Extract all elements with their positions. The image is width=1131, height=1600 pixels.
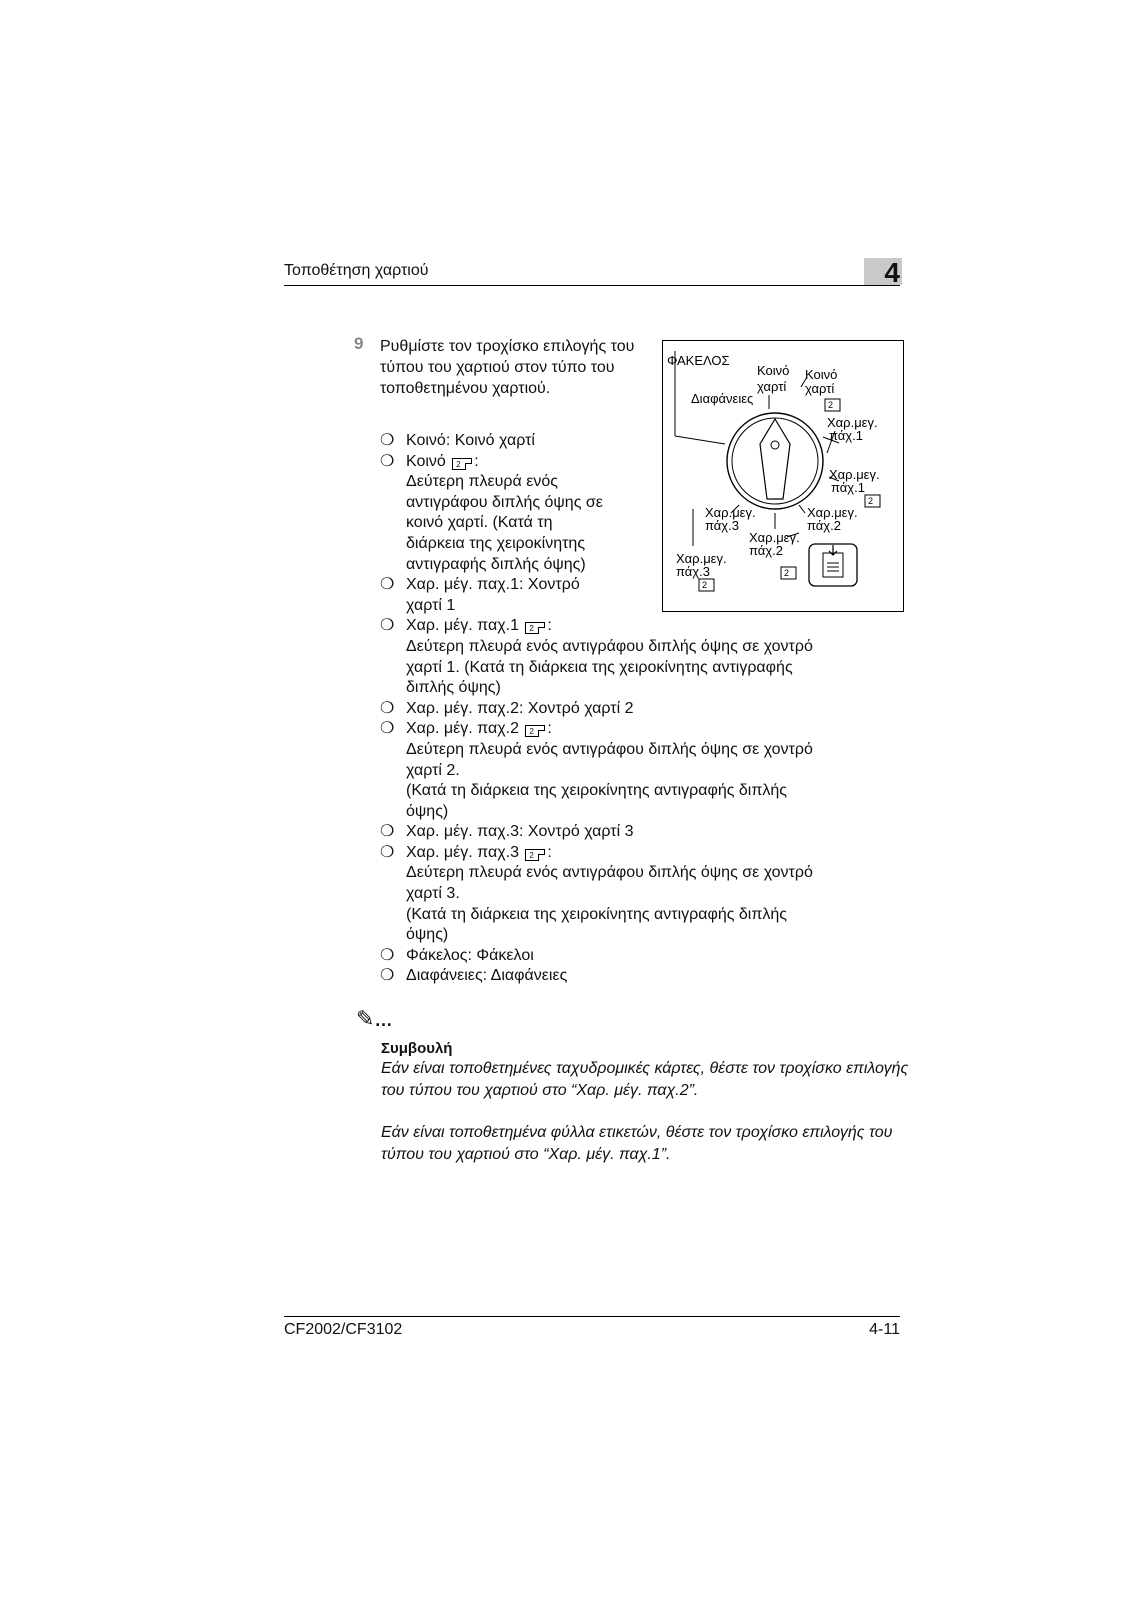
option-description-line: (Κατά τη διάρκεια της χειροκίνητης αντιγραφής διπλής	[406, 782, 788, 800]
note-paragraph-1: Εάν είναι τοποθετημένες ταχυδρομικές κάρτες, θέστε τον τροχίσκο επιλογής του τύπου του χαρτιού στο “Χαρ. μέγ. παχ.2”.	[381, 1060, 909, 1099]
option-label: Χαρ. μέγ. παχ.1: Χοντρό	[406, 576, 580, 594]
svg-text:2: 2	[702, 580, 708, 590]
duplex-mark-har1	[865, 495, 880, 507]
option-colon: :	[547, 617, 552, 635]
option-description-line: χαρτί 2.	[406, 761, 460, 779]
svg-text:Κοινό: Κοινό	[757, 363, 790, 378]
label-fakelos: ΦΑΚΕΛΟΣ	[667, 353, 730, 368]
duplex-second-side-icon: 2	[452, 458, 472, 470]
option-description-line: αντιγραφής διπλής όψης)	[406, 555, 586, 573]
svg-text:πάχ.3: πάχ.3	[676, 564, 710, 579]
option-label: Φάκελος: Φάκελοι	[406, 946, 534, 964]
bullet-icon: ❍	[380, 967, 395, 985]
option-label: Χαρ. μέγ. παχ.2: Χοντρό χαρτί 2	[406, 699, 634, 717]
option-item	[380, 966, 900, 987]
svg-text:Χαρ.μεγ.: Χαρ.μεγ.	[807, 505, 858, 520]
option-label: Διαφάνειες: Διαφάνειες	[406, 967, 568, 985]
step-instruction: Ρυθμίστε τον τροχίσκο επιλογής του τύπου του χαρτιού στον τύπο του τοποθετημένου χαρτιού.	[380, 338, 635, 397]
svg-text:Κοινό: Κοινό	[805, 367, 838, 382]
footer-model: CF2002/CF3102	[284, 1321, 403, 1338]
option-description-line: κοινό χαρτί. (Κατά τη	[406, 514, 553, 532]
option-label: Κοινό: Κοινό χαρτί	[406, 432, 535, 449]
svg-text:Χαρ.μεγ.: Χαρ.μεγ.	[827, 415, 878, 430]
option-description-line: Δεύτερη πλευρά ενός αντιγράφου διπλής όψης σε χοντρό	[406, 740, 813, 758]
option-colon: :	[547, 720, 552, 738]
bullet-icon: ❍	[380, 946, 395, 964]
option-description-line: Δεύτερη πλευρά ενός αντιγράφου διπλής όψης σε χοντρό	[406, 864, 813, 882]
note-body	[381, 1058, 921, 1166]
option-label: Κοινό	[406, 452, 446, 470]
paper-type-dial-figure	[662, 340, 904, 612]
option-description-line: όψης)	[406, 802, 449, 820]
duplex-second-side-icon: 2	[525, 725, 545, 737]
option-item	[380, 452, 642, 576]
note-pencil-icon: ✎…	[356, 1006, 394, 1031]
duplex-second-side-icon: 2	[525, 849, 545, 861]
option-description-line: διάρκεια της χειροκίνητης	[406, 534, 586, 552]
duplex-mark-har3	[699, 579, 714, 591]
option-item	[380, 946, 900, 967]
option-description-line: χαρτί 3.	[406, 885, 460, 903]
option-label: Χαρ. μέγ. παχ.3: Χοντρό χαρτί 3	[406, 823, 634, 841]
option-item	[380, 575, 642, 616]
option-colon: :	[474, 452, 479, 470]
option-description-line: όψης)	[406, 926, 449, 944]
option-description-line: αντιγράφου διπλής όψης σε	[406, 493, 603, 511]
option-item	[380, 616, 900, 698]
duplex-mark-har2	[781, 567, 796, 579]
option-label: Χαρ. μέγ. παχ.1	[406, 617, 519, 635]
option-item	[380, 431, 642, 452]
dial-pointer	[760, 419, 790, 499]
duplex-second-side-icon: 2	[525, 622, 545, 634]
svg-text:Χαρ.μεγ.: Χαρ.μεγ.	[676, 551, 727, 566]
svg-text:2: 2	[868, 496, 874, 506]
svg-text:πάχ.3: πάχ.3	[705, 518, 739, 533]
bullet-icon: ❍	[380, 576, 395, 594]
option-label: Χαρ. μέγ. παχ.2	[406, 720, 519, 738]
footer-page-number: 4-11	[869, 1321, 900, 1338]
step-number: 9	[354, 334, 364, 353]
bullet-icon: ❍	[380, 843, 395, 861]
svg-text:Χαρ.μεγ.: Χαρ.μεγ.	[705, 505, 756, 520]
option-description-line: χαρτί 1	[406, 596, 456, 614]
svg-text:Χαρ.μεγ.: Χαρ.μεγ.	[829, 467, 880, 482]
svg-text:2: 2	[784, 568, 790, 578]
svg-text:πάχ.1: πάχ.1	[829, 428, 863, 443]
bullet-icon: ❍	[380, 823, 395, 841]
option-description-line: Δεύτερη πλευρά ενός αντιγράφου διπλής όψης σε χοντρό	[406, 637, 813, 655]
bullet-icon: ❍	[380, 720, 395, 738]
svg-text:πάχ.1: πάχ.1	[831, 480, 865, 495]
bullet-icon: ❍	[380, 617, 395, 635]
section-title: Τοποθέτηση χαρτιού	[284, 262, 429, 279]
option-item	[380, 822, 900, 843]
svg-text:χαρτί: χαρτί	[805, 381, 835, 396]
option-description-line: (Κατά τη διάρκεια της χειροκίνητης αντιγραφής διπλής	[406, 905, 788, 923]
svg-text:Διαφάνειες: Διαφάνειες	[691, 391, 754, 406]
option-item	[380, 699, 900, 720]
chapter-number: 4	[884, 257, 900, 288]
svg-text:πάχ.2: πάχ.2	[749, 543, 783, 558]
duplex-mark-koino	[825, 399, 840, 411]
footer-rule	[284, 1316, 900, 1317]
option-item	[380, 843, 900, 946]
option-colon: :	[547, 843, 552, 861]
dial-diagram	[663, 341, 905, 613]
option-description-line: Δεύτερη πλευρά ενός	[406, 473, 558, 491]
bullet-icon: ❍	[380, 452, 395, 470]
svg-text:2: 2	[828, 400, 834, 410]
bullet-icon: ❍	[380, 432, 395, 449]
note-paragraph-2: Εάν είναι τοποθετημένα φύλλα ετικετών, θέστε τον τροχίσκο επιλογής του τύπου του χαρτιού στο “Χαρ. μέγ. παχ.1”.	[381, 1124, 893, 1163]
option-description-line: χαρτί 1. (Κατά τη διάρκεια της χειροκίνητης αντιγραφής	[406, 658, 793, 676]
svg-text:Χαρ.μεγ.: Χαρ.μεγ.	[749, 530, 800, 545]
note-title: Συμβουλή	[381, 1040, 453, 1057]
svg-text:χαρτί: χαρτί	[757, 379, 787, 394]
manual-feed-tray-icon	[809, 544, 857, 586]
option-description-line: διπλής όψης)	[406, 679, 501, 697]
option-item	[380, 719, 900, 822]
header-rule	[284, 285, 900, 286]
bullet-icon: ❍	[380, 699, 395, 717]
svg-text:πάχ.2: πάχ.2	[807, 518, 841, 533]
option-label: Χαρ. μέγ. παχ.3	[406, 843, 519, 861]
